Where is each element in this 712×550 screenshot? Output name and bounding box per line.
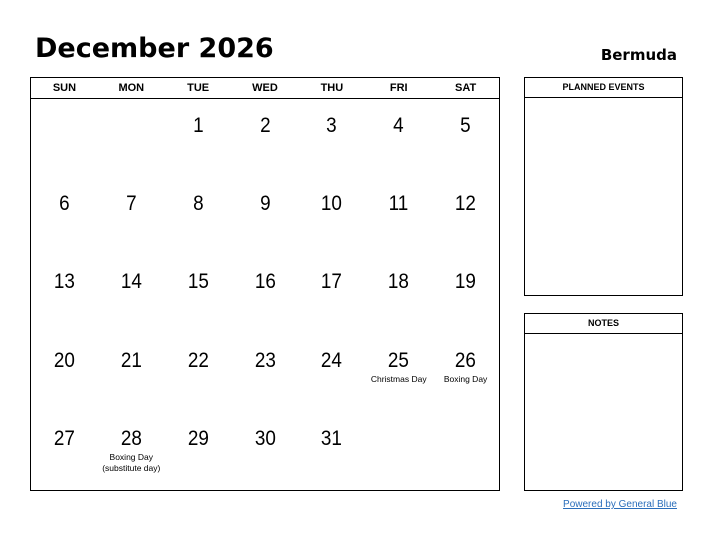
weekday-label: TUE	[187, 82, 210, 94]
planned-events-title: PLANNED EVENTS	[525, 78, 682, 98]
day-cell	[31, 177, 98, 255]
weekday-label: FRI	[389, 82, 408, 94]
day-cell	[298, 334, 365, 412]
day-cell	[31, 255, 98, 333]
day-cell	[365, 334, 432, 412]
calendar-grid	[30, 77, 500, 491]
day-cell	[98, 334, 165, 412]
day-number: 13	[53, 270, 75, 294]
day-number: 18	[388, 270, 410, 294]
day-cell	[165, 255, 232, 333]
powered-by-link[interactable]: Powered by General Blue	[563, 499, 677, 510]
day-number: 12	[455, 192, 477, 216]
day-number: 31	[321, 426, 343, 450]
day-cell	[298, 412, 365, 490]
day-number: 9	[259, 192, 271, 216]
weekday-header-row	[31, 78, 499, 99]
day-number: 5	[460, 114, 471, 137]
weekday-label: THU	[320, 82, 344, 94]
day-number: 10	[321, 192, 343, 216]
day-number: 17	[321, 270, 343, 294]
day-number: 3	[326, 114, 338, 137]
notes-panel	[524, 313, 683, 491]
day-cell	[432, 177, 499, 255]
day-number: 27	[53, 426, 75, 450]
day-cell	[165, 177, 232, 255]
day-cell	[432, 255, 499, 333]
weekday-label: SUN	[52, 82, 77, 94]
day-cell	[98, 177, 165, 255]
day-number: 7	[126, 192, 137, 216]
day-number: 25	[388, 348, 410, 372]
page-title: December 2026	[35, 33, 274, 64]
holiday-label: Boxing Day (substitute day)	[102, 451, 161, 473]
holiday-label: Christmas Day	[370, 373, 427, 384]
holiday-label: Boxing Day	[443, 373, 488, 384]
day-number: 29	[187, 426, 209, 450]
notes-title: NOTES	[525, 314, 682, 334]
day-number: 14	[120, 270, 142, 294]
day-number: 8	[192, 192, 204, 216]
day-cell	[432, 99, 499, 177]
day-cell	[98, 99, 165, 177]
day-number: 16	[254, 270, 276, 294]
weekday-label: WED	[252, 82, 278, 94]
day-number: 24	[321, 348, 343, 372]
calendar-days	[31, 99, 499, 490]
day-cell	[31, 99, 98, 177]
day-cell	[232, 255, 299, 333]
day-number: 4	[393, 114, 404, 137]
day-number: 30	[254, 426, 276, 450]
day-number: 21	[120, 348, 142, 372]
day-number: 26	[455, 348, 477, 372]
day-number: 6	[59, 192, 70, 216]
day-cell	[31, 412, 98, 490]
country-label: Bermuda	[600, 46, 677, 64]
day-cell	[165, 99, 232, 177]
day-cell	[298, 99, 365, 177]
day-cell	[232, 412, 299, 490]
day-cell	[232, 177, 299, 255]
day-cell	[365, 99, 432, 177]
day-cell	[165, 334, 232, 412]
day-cell	[98, 255, 165, 333]
day-number: 22	[187, 348, 209, 372]
day-cell	[232, 334, 299, 412]
weekday-label: SAT	[454, 82, 477, 94]
day-number: 2	[259, 114, 271, 137]
day-number: 11	[388, 192, 409, 216]
day-number: 15	[187, 270, 209, 294]
weekday-label: MON	[118, 82, 145, 94]
day-number: 19	[455, 270, 477, 294]
day-number: 28	[120, 426, 142, 450]
day-cell	[432, 334, 499, 412]
day-cell	[31, 334, 98, 412]
day-cell	[298, 255, 365, 333]
day-number: 23	[254, 348, 276, 372]
day-cell	[365, 255, 432, 333]
day-number: 1	[192, 114, 204, 137]
day-cell	[365, 412, 432, 490]
day-cell	[365, 177, 432, 255]
day-cell	[165, 412, 232, 490]
day-cell	[298, 177, 365, 255]
day-cell	[98, 412, 165, 490]
day-cell	[432, 412, 499, 490]
day-cell	[232, 99, 299, 177]
day-number: 20	[53, 348, 75, 372]
planned-events-panel	[524, 77, 683, 296]
